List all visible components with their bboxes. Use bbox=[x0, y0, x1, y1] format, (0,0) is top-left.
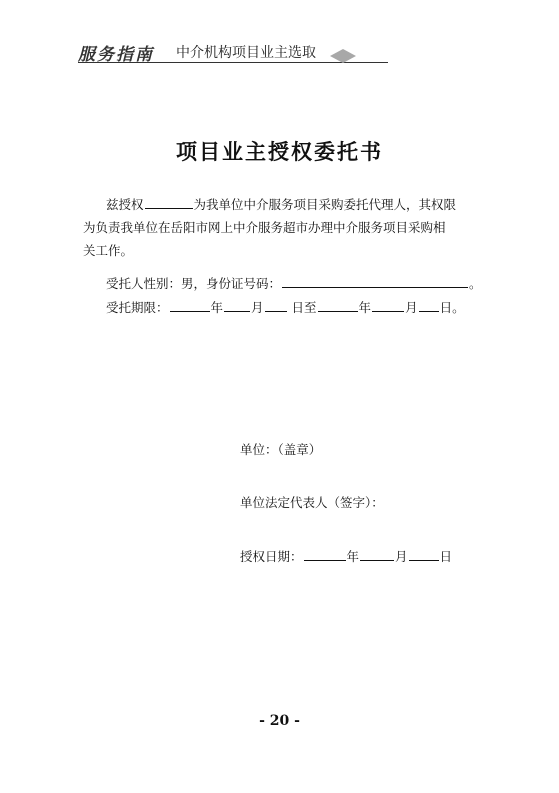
end-day-blank bbox=[419, 297, 439, 312]
period-label: 受托期限： bbox=[106, 300, 169, 315]
start-year-blank bbox=[170, 297, 210, 312]
header-subtitle: 中介机构项目业主选取 bbox=[176, 45, 316, 61]
gender-id-end: 。 bbox=[469, 276, 482, 291]
gender-id-label: 受托人性别：男，身份证号码： bbox=[106, 276, 282, 291]
unit-seal-line: 单位：（盖章） bbox=[240, 442, 322, 457]
authorize-suffix: 为我单位中介服务项目采购委托代理人，其权限 bbox=[193, 197, 457, 212]
gender-id-line bbox=[106, 272, 482, 295]
header-brand: 服务指南 bbox=[78, 45, 154, 65]
end-day-label: 日。 bbox=[439, 300, 465, 315]
start-year-label: 年 bbox=[210, 300, 224, 315]
date-month-blank bbox=[360, 546, 394, 561]
id-number-blank bbox=[282, 273, 468, 288]
paragraph-line-3: 关工作。 bbox=[83, 243, 134, 258]
date-day-label: 日 bbox=[439, 549, 453, 564]
start-day-blank bbox=[265, 297, 287, 312]
day-to-label: 日至 bbox=[291, 300, 317, 315]
end-year-blank bbox=[318, 297, 358, 312]
end-month-blank bbox=[372, 297, 404, 312]
start-month-label: 月 bbox=[251, 300, 264, 315]
paragraph-line-1 bbox=[83, 193, 483, 216]
end-year-label: 年 bbox=[358, 300, 372, 315]
date-year-blank bbox=[304, 546, 346, 561]
authorize-prefix: 兹授权 bbox=[106, 197, 144, 212]
authorization-date-line bbox=[240, 545, 452, 568]
document-title: 项目业主授权委托书 bbox=[176, 139, 383, 164]
page-number: - 20 - bbox=[259, 713, 300, 729]
period-line bbox=[106, 296, 465, 319]
authorization-paragraph bbox=[83, 193, 483, 262]
legal-rep-line: 单位法定代表人（签字）： bbox=[240, 495, 384, 510]
agent-name-blank bbox=[145, 194, 193, 209]
date-day-blank bbox=[409, 546, 439, 561]
paragraph-line-2: 为负责我单位在岳阳市网上中介服务超市办理中介服务项目采购相 bbox=[83, 220, 446, 235]
end-month-label: 月 bbox=[405, 300, 418, 315]
date-month-label: 月 bbox=[395, 549, 408, 564]
date-label: 授权日期： bbox=[240, 549, 303, 564]
start-month-blank bbox=[224, 297, 250, 312]
date-year-label: 年 bbox=[346, 549, 360, 564]
